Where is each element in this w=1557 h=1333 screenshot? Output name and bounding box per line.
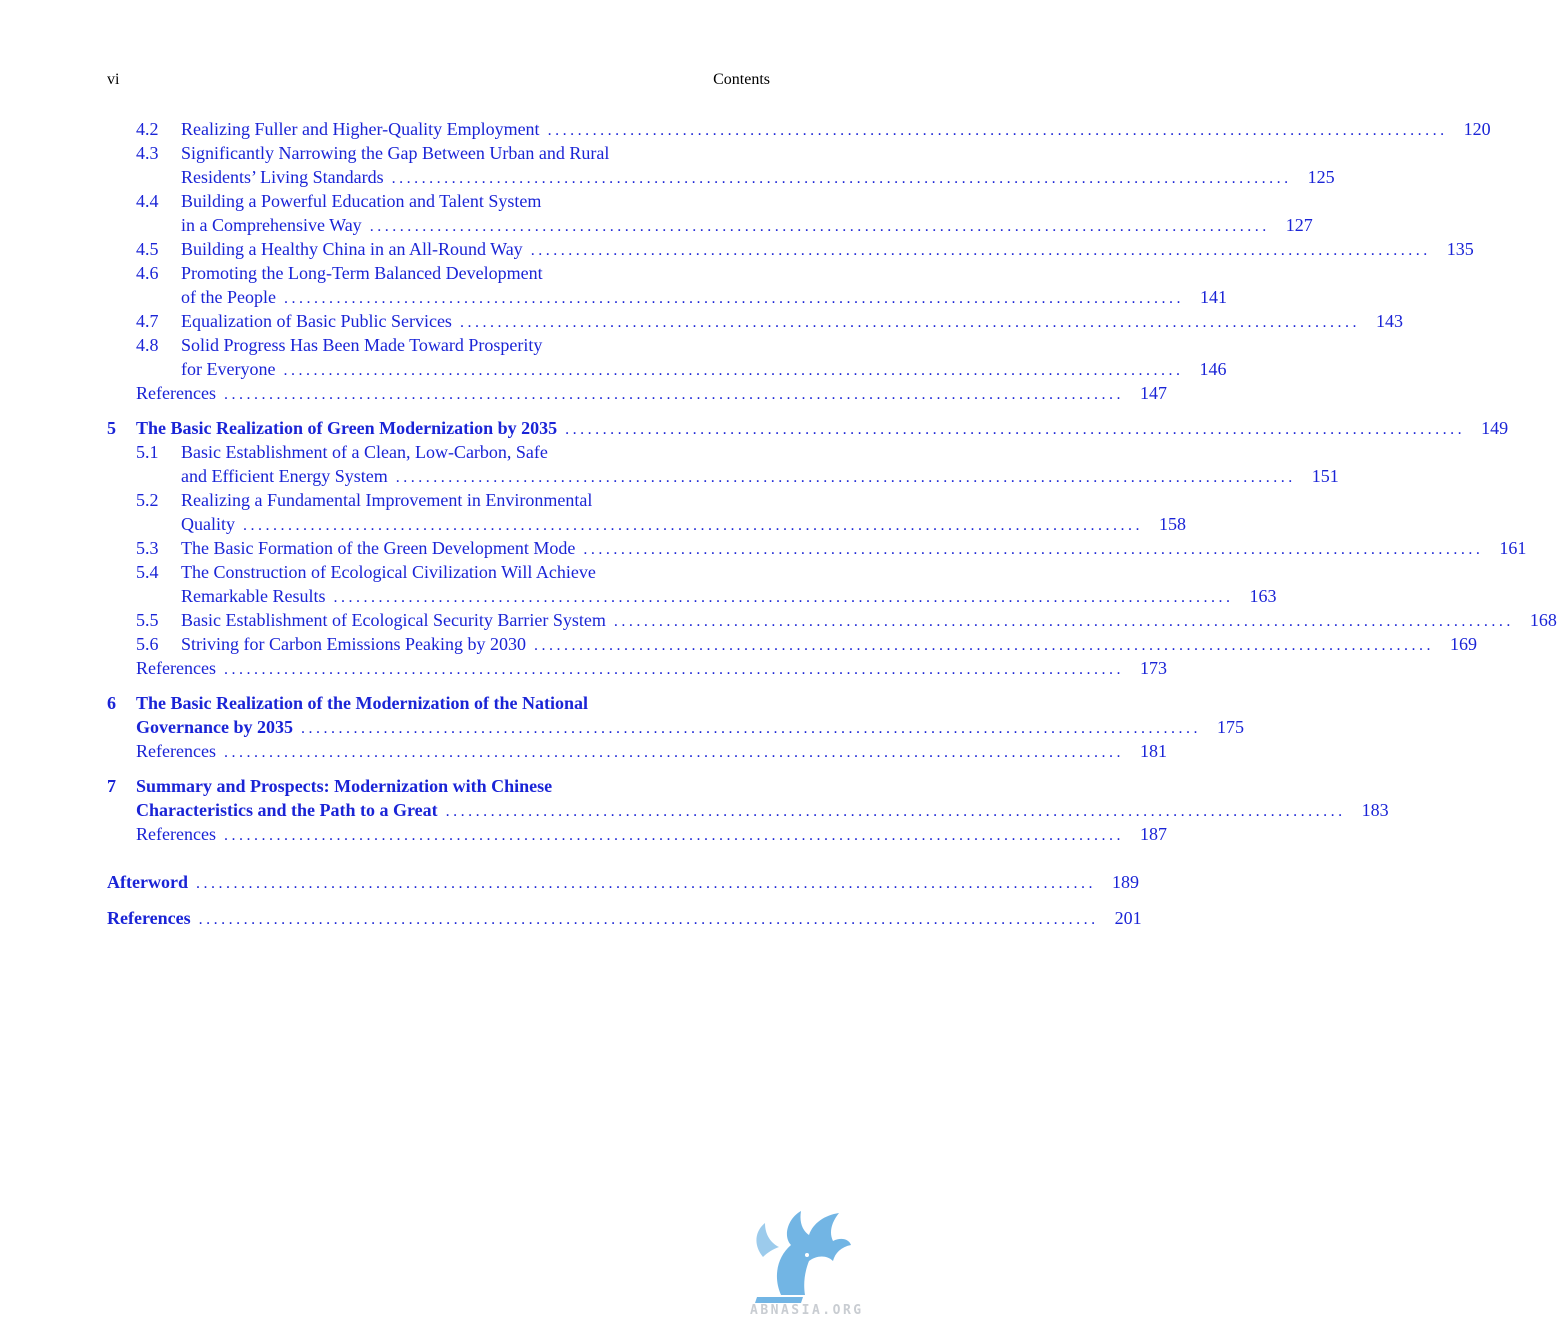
- entry-number: 5: [107, 418, 116, 438]
- page-number-link[interactable]: 147: [1139, 383, 1167, 403]
- dot-leader: ........................................................................................................................: [223, 661, 1124, 678]
- dot-leader: ........................................................................................................................: [283, 362, 1184, 379]
- toc-references-entry[interactable]: [107, 906, 1142, 930]
- dot-leader: ........................................................................................................................: [198, 911, 1099, 928]
- dot-leader: ........................................................................................................................: [283, 290, 1184, 307]
- page-number-link[interactable]: 169: [1450, 634, 1477, 654]
- page-number-link[interactable]: 183: [1361, 800, 1389, 820]
- entry-title-line: Significantly Narrowing the Gap Between Urban and Rural: [181, 143, 610, 163]
- page-number-link[interactable]: 125: [1307, 167, 1335, 187]
- toc-section-entry[interactable]: [107, 261, 1227, 309]
- entry-title: References: [136, 383, 216, 403]
- dot-leader: ........................................................................................................................: [301, 720, 1201, 737]
- page-number-link[interactable]: 135: [1446, 239, 1474, 259]
- dot-leader: ........................................................................................................................: [459, 314, 1360, 331]
- entry-number: 4.3: [136, 143, 159, 163]
- toc-section-entry[interactable]: [107, 608, 1557, 632]
- page-number-link[interactable]: 189: [1111, 872, 1139, 892]
- page-number-link[interactable]: 168: [1529, 610, 1557, 630]
- page-number-link[interactable]: 158: [1159, 514, 1186, 534]
- page-number-link[interactable]: 201: [1114, 908, 1142, 928]
- entry-title: in a Comprehensive Way: [181, 215, 362, 235]
- page-number-link[interactable]: 175: [1217, 717, 1244, 737]
- dot-leader: ........................................................................................................................: [613, 613, 1514, 630]
- entry-title: Governance by 2035: [136, 717, 293, 737]
- toc-chapter-entry[interactable]: [107, 774, 1389, 822]
- entry-title: References: [107, 908, 191, 928]
- table-of-contents: [107, 117, 1557, 930]
- entry-title-line: The Construction of Ecological Civilization Will Achieve: [181, 562, 596, 582]
- entry-title: Quality: [181, 514, 235, 534]
- entry-title-line: Building a Powerful Education and Talent System: [181, 191, 542, 211]
- page-number-link[interactable]: 141: [1199, 287, 1227, 307]
- toc-references-entry[interactable]: [107, 381, 1167, 405]
- entry-title: The Basic Formation of the Green Development Mode: [181, 538, 576, 558]
- page-number-link[interactable]: 143: [1375, 311, 1403, 331]
- entry-number: 7: [107, 776, 116, 796]
- toc-references-entry[interactable]: [107, 656, 1167, 680]
- page-number-link[interactable]: 120: [1463, 119, 1491, 139]
- toc-section-entry[interactable]: [107, 632, 1477, 656]
- entry-number: 4.5: [136, 239, 159, 259]
- running-title: Contents: [713, 71, 770, 88]
- page-number-link[interactable]: 163: [1249, 586, 1277, 606]
- toc-references-entry[interactable]: [107, 870, 1139, 894]
- griffin-logo-icon: [743, 1197, 853, 1307]
- entry-number: 5.4: [136, 562, 159, 582]
- watermark-text: ABNASIA.ORG: [750, 1303, 864, 1318]
- entry-title-line: Basic Establishment of a Clean, Low-Carbon, Safe: [181, 442, 548, 462]
- entry-title-line: Promoting the Long-Term Balanced Development: [181, 263, 543, 283]
- dot-leader: ........................................................................................................................: [547, 122, 1448, 139]
- entry-title-line: The Basic Realization of the Modernization of the National: [136, 693, 588, 713]
- entry-number: 5.1: [136, 442, 159, 462]
- entry-title: Basic Establishment of Ecological Security Barrier System: [181, 610, 606, 630]
- dot-leader: ........................................................................................................................: [333, 589, 1234, 606]
- dot-leader: ........................................................................................................................: [530, 242, 1431, 259]
- entry-title: for Everyone: [181, 359, 276, 379]
- running-head: [107, 70, 770, 90]
- entry-title: Building a Healthy China in an All-Round Way: [181, 239, 523, 259]
- entry-number: 4.7: [136, 311, 159, 331]
- page-number-link[interactable]: 127: [1285, 215, 1313, 235]
- entry-title: The Basic Realization of Green Modernization by 2035: [136, 418, 558, 438]
- entry-title-line: Summary and Prospects: Modernization with Chinese: [136, 776, 553, 796]
- toc-section-entry[interactable]: [107, 117, 1491, 141]
- toc-section-entry[interactable]: [107, 536, 1527, 560]
- toc-section-entry[interactable]: [107, 141, 1335, 189]
- entry-number: 5.3: [136, 538, 159, 558]
- entry-number: 4.4: [136, 191, 159, 211]
- entry-number: 4.8: [136, 335, 159, 355]
- dot-leader: ........................................................................................................................: [223, 386, 1124, 403]
- entry-title-line: Realizing a Fundamental Improvement in Environmental: [181, 490, 593, 510]
- entry-title: and Efficient Energy System: [181, 466, 388, 486]
- dot-leader: ........................................................................................................................: [445, 803, 1346, 820]
- entry-number: 4.2: [136, 119, 159, 139]
- page-number-link[interactable]: 161: [1499, 538, 1527, 558]
- dot-leader: ........................................................................................................................: [391, 170, 1292, 187]
- page-number-link[interactable]: 146: [1199, 359, 1227, 379]
- dot-leader: ........................................................................................................................: [369, 218, 1270, 235]
- entry-title: Realizing Fuller and Higher-Quality Employment: [181, 119, 540, 139]
- page-number-link[interactable]: 187: [1139, 824, 1167, 844]
- entry-title: References: [136, 741, 216, 761]
- toc-section-entry[interactable]: [107, 189, 1313, 237]
- dot-leader: ........................................................................................................................: [243, 517, 1143, 534]
- entry-number: 5.2: [136, 490, 159, 510]
- entry-title: Characteristics and the Path to a Great: [136, 800, 438, 820]
- toc-section-entry[interactable]: [107, 237, 1474, 261]
- entry-title: Remarkable Results: [181, 586, 326, 606]
- entry-title: References: [136, 824, 216, 844]
- entry-title: Afterword: [107, 872, 188, 892]
- dot-leader: ........................................................................................................................: [395, 469, 1296, 486]
- toc-section-entry[interactable]: [107, 333, 1227, 381]
- entry-title: Equalization of Basic Public Services: [181, 311, 452, 331]
- toc-section-entry[interactable]: [107, 488, 1186, 536]
- dot-leader: ........................................................................................................................: [223, 827, 1124, 844]
- dot-leader: ........................................................................................................................: [565, 421, 1466, 438]
- entry-number: 5.5: [136, 610, 159, 630]
- toc-section-entry[interactable]: [107, 309, 1403, 333]
- toc-section-entry[interactable]: [107, 560, 1277, 608]
- entry-title: Striving for Carbon Emissions Peaking by 2030: [181, 634, 526, 654]
- entry-title-line: Solid Progress Has Been Made Toward Prosperity: [181, 335, 543, 355]
- dot-leader: ........................................................................................................................: [583, 541, 1484, 558]
- toc-section-entry[interactable]: [107, 440, 1339, 488]
- toc-references-entry[interactable]: [107, 822, 1167, 846]
- dot-leader: ........................................................................................................................: [195, 875, 1096, 892]
- entry-number: 6: [107, 693, 116, 713]
- entry-title: References: [136, 658, 216, 678]
- toc-references-entry[interactable]: [107, 739, 1167, 763]
- dot-leader: ........................................................................................................................: [223, 744, 1124, 761]
- dot-leader: ........................................................................................................................: [534, 637, 1434, 654]
- page-number-link[interactable]: 151: [1311, 466, 1339, 486]
- entry-number: 4.6: [136, 263, 159, 283]
- page-number-link[interactable]: 149: [1481, 418, 1509, 438]
- toc-chapter-entry[interactable]: [107, 691, 1244, 739]
- page-number-link[interactable]: 173: [1139, 658, 1167, 678]
- page-number: vi: [107, 71, 120, 88]
- page-number-link[interactable]: 181: [1139, 741, 1167, 761]
- entry-title: of the People: [181, 287, 276, 307]
- toc-chapter-entry[interactable]: [107, 416, 1509, 440]
- entry-number: 5.6: [136, 634, 159, 654]
- entry-title: Residents’ Living Standards: [181, 167, 384, 187]
